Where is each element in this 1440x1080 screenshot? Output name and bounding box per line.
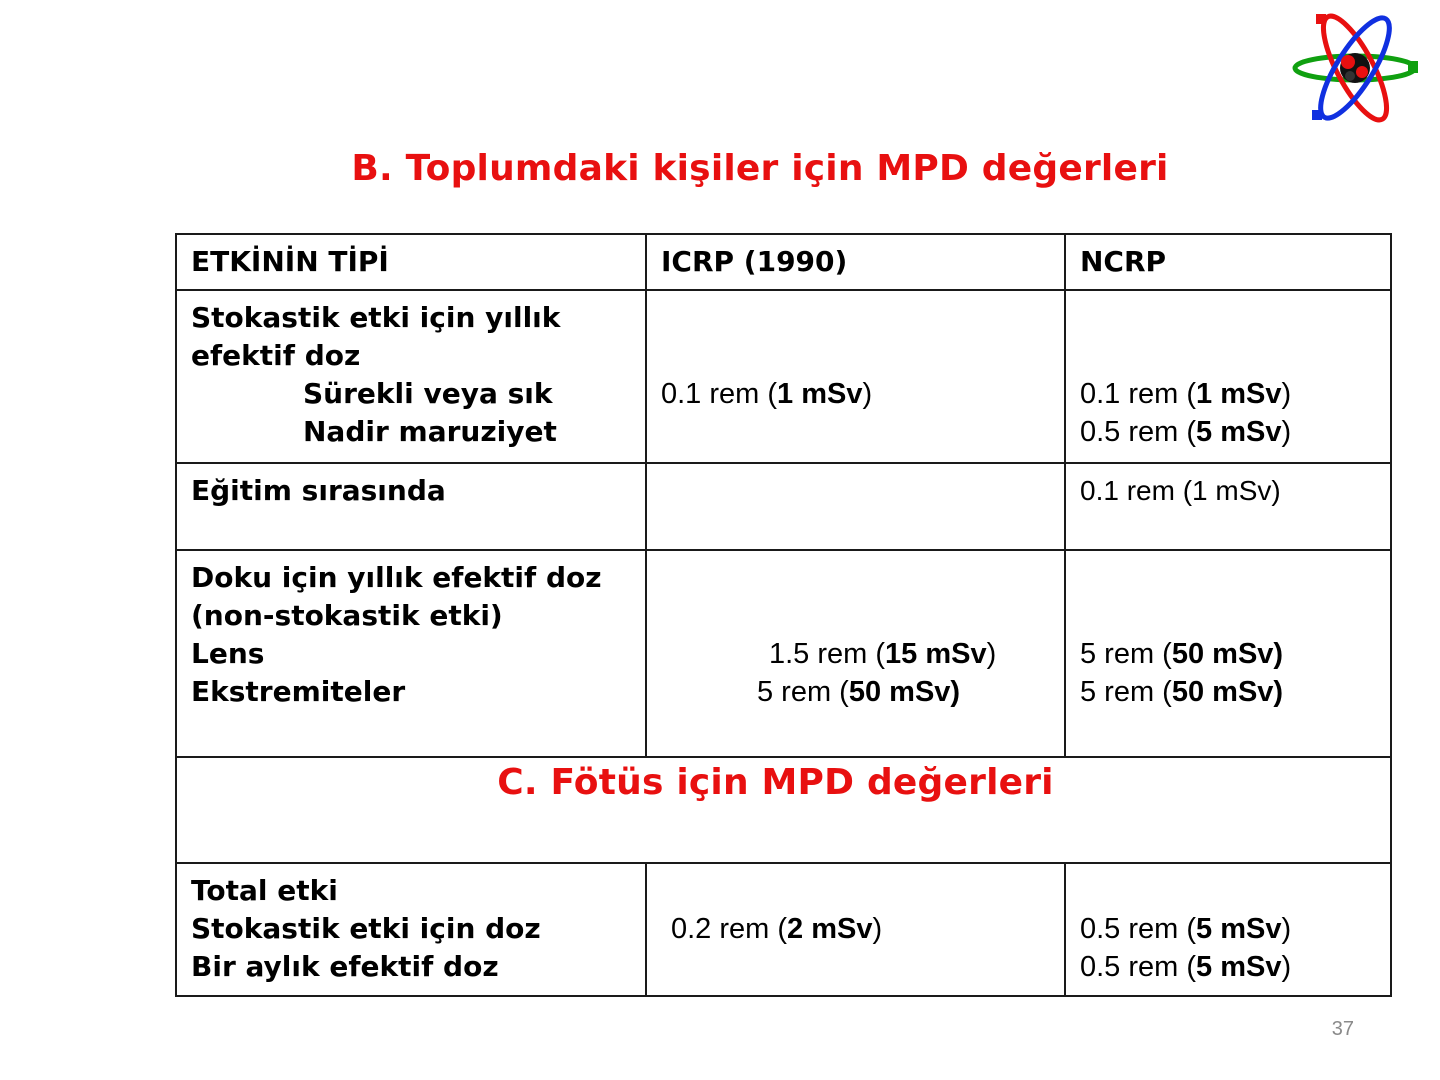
value-line: 0.5 rem (5 mSv) (1080, 913, 1292, 945)
mpd-table (175, 233, 1392, 997)
label-line: Nadir maruziyet (303, 415, 557, 448)
value-line: 5 rem (50 mSv) (1080, 638, 1284, 670)
icrp-cell (646, 463, 1065, 550)
ncrp-cell: 0.1 rem (1 mSv) (1065, 463, 1391, 550)
header-icrp: ICRP (1990) (646, 234, 1065, 290)
row-label (176, 290, 646, 463)
table-row (176, 290, 1391, 463)
section-title: C. Fötüs için MPD değerleri (497, 762, 1054, 803)
value-line: 0.2 rem (2 mSv) (671, 913, 883, 945)
slide-title: B. Toplumdaki kişiler için MPD değerleri (351, 148, 1169, 189)
value-line: 0.5 rem (5 mSv) (1080, 416, 1292, 448)
table-row (176, 463, 1391, 550)
row-label: Eğitim sırasında (176, 463, 646, 550)
value-line: 1.5 rem (15 mSv) (769, 638, 997, 670)
table-header-row (176, 234, 1391, 290)
value-line: 5 rem (50 mSv) (1080, 676, 1284, 708)
label-line: efektif doz (191, 339, 361, 372)
section-cell (176, 757, 1391, 863)
icrp-cell (646, 863, 1065, 996)
ncrp-cell (1065, 863, 1391, 996)
header-ncrp: NCRP (1065, 234, 1391, 290)
page-number: 37 (1331, 1018, 1354, 1040)
ncrp-cell (1065, 550, 1391, 757)
label-line: Stokastik etki için yıllık (191, 301, 561, 334)
table-row (176, 550, 1391, 757)
value-line: 0.1 rem (1 mSv) (661, 378, 873, 410)
atom-icon (1290, 12, 1420, 124)
label-line: Sürekli veya sık (303, 377, 553, 410)
section-row (176, 757, 1391, 863)
label-line: Doku için yıllık efektif doz (191, 561, 602, 594)
value-line: 5 rem (50 mSv) (757, 676, 961, 708)
value-line: 0.1 rem (1 mSv) (1080, 378, 1292, 410)
label-line: (non-stokastik etki) (191, 599, 503, 632)
row-label (176, 550, 646, 757)
label-line: Ekstremiteler (191, 675, 406, 708)
label-line: Bir aylık efektif doz (191, 950, 499, 983)
icrp-cell (646, 290, 1065, 463)
label-line: Lens (191, 637, 265, 670)
label-line: Total etki (191, 874, 338, 907)
row-label (176, 863, 646, 996)
label-line: Stokastik etki için doz (191, 912, 541, 945)
ncrp-cell (1065, 290, 1391, 463)
value-line: 0.5 rem (5 mSv) (1080, 951, 1292, 983)
header-effect-type: ETKİNİN TİPİ (176, 234, 646, 290)
icrp-cell (646, 550, 1065, 757)
table-row (176, 863, 1391, 996)
